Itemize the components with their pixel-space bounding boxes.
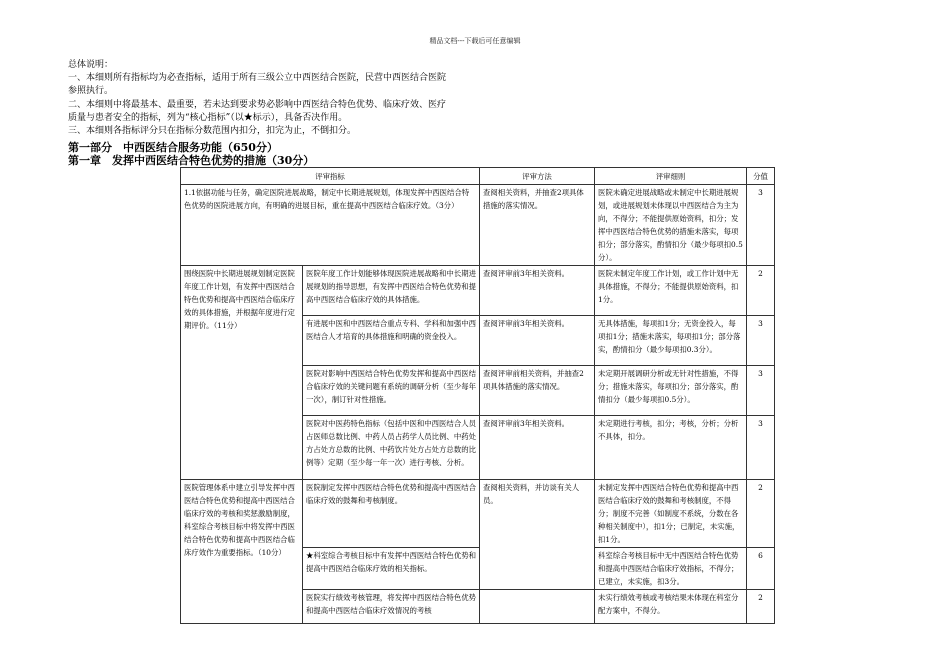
detail-cell: 未实行绩效考核或考核结果未体现在科室分配方案中，不得分。 <box>595 590 747 624</box>
method-cell: 查阅相关资料，并抽查2项具体措施的落实情况。 <box>480 185 595 266</box>
score-cell: 2 <box>747 590 775 624</box>
score-cell: 6 <box>747 548 775 590</box>
detail-cell: 无具体措施，每项扣1分；无资金投入，每项扣1分；措施未落实，每项扣1分；部分落实，酌情扣分（最少每项扣0.3分）。 <box>595 316 747 366</box>
score-cell: 2 <box>747 480 775 548</box>
header-detail: 评审细则 <box>595 168 747 185</box>
score-cell: 3 <box>747 416 775 480</box>
header-method: 评审方法 <box>480 168 595 185</box>
detail-cell: 科室综合考核目标中无中西医结合特色优势和提高中西医结合临床疗效指标，不得分；已建立，未实施，扣3分。 <box>595 548 747 590</box>
notes-line: 参照执行。 <box>68 86 114 97</box>
detail-cell: 未制定发挥中西医结合特色优势和提高中西医结合临床疗效的鼓舞和考核制度，不得分；制度不完善（如制度不系统，分数在各种相关制度中），扣1分；已制定，未实施，扣1分。 <box>595 480 747 548</box>
score-cell: 3 <box>747 366 775 416</box>
method-cell: 查阅评审前相关资料，并抽查2项具体措施的落实情况。 <box>480 366 595 416</box>
indicator-cell: 医院实行绩效考核管理，将发挥中西医结合特色优势和提高中西医结合临床疗效情况的考核 <box>303 590 480 624</box>
general-notes <box>68 59 488 138</box>
table-row <box>181 480 775 548</box>
indicator-cell: ★科室综合考核目标中有发挥中西医结合特色优势和提高中西医结合临床疗效的相关指标。 <box>303 548 480 590</box>
indicator-cell: 医院对影响中西医结合特色优势发挥和提高中西医结合临床疗效的关键问题有系统的调研分析（至少每年一次），制订针对性措施。 <box>303 366 480 416</box>
detail-cell: 医院未确定进展战略或未制定中长期进展规划，或进展规划未体现以中西医结合为主为向，不得分；不能提供原始资料，扣分；发挥中西医结合特色优势的措施未落实，每项扣分；部分落实，酌情扣分（最少每项扣0.5分）。 <box>595 185 747 266</box>
table-header-row <box>181 168 775 185</box>
notes-heading: 总体说明： <box>68 60 114 70</box>
score-cell: 3 <box>747 185 775 266</box>
detail-cell: 未定期开展调研分析或无针对性措施，不得分；措施未落实，每项扣分；部分落实，酌情扣分（最少每项扣0.5分）。 <box>595 366 747 416</box>
notes-line: 三、本细则各指标评分只在指标分数范围内扣分，扣完为止，不倒扣分。 <box>68 126 357 137</box>
indicator-cell: 医院年度工作计划能够体现医院进展战略和中长期进展规划的指导思想，有发挥中西医结合特色优势和提高中西医结合临床疗效的具体措施。 <box>303 266 480 316</box>
table-row <box>181 266 775 316</box>
detail-cell: 医院未制定年度工作计划，或工作计划中无具体措施，不得分；不能提供原始资料，扣1分。 <box>595 266 747 316</box>
indicator-cell: 医院制定发挥中西医结合特色优势和提高中西医结合临床疗效的鼓舞和考核制度。 <box>303 480 480 548</box>
indicator-cell: 有进展中医和中西医结合重点专科、学科和加强中西医结合人才培育的具体措施和明确的资金投入。 <box>303 316 480 366</box>
method-cell: 查阅评审前3年相关资料。 <box>480 316 595 366</box>
notes-line: 质量与患者安全的指标，列为“核心指标”（以★标示），具备否决作用。 <box>68 112 348 123</box>
notes-line: 二、本细则中将最基本、最重要，若未达到要求势必影响中西医结合特色优势、临床疗效、医疗 <box>68 99 447 110</box>
page-header-note: 精品文档---下载后可任意编辑 <box>429 37 521 45</box>
header-indicator: 评审指标 <box>181 168 480 185</box>
header-score: 分值 <box>747 168 775 185</box>
group-label-cell: 围绕医院中长期进展规划制定医院年度工作计划，有发挥中西医结合特色优势和提高中西医结合临床疗效的具体措施，并根据年度进行定期评价。（11分） <box>181 266 303 480</box>
method-cell: 查阅评审前3年相关资料。 <box>480 266 595 316</box>
table-row <box>181 185 775 266</box>
chapter-title: 第一章 发挥中西医结合特色优势的措施（30分） <box>68 154 315 167</box>
score-cell: 3 <box>747 316 775 366</box>
notes-line: 一、本细则所有指标均为必查指标，适用于所有三级公立中西医结合医院，民营中西医结合医院 <box>68 73 447 84</box>
evaluation-table <box>180 167 775 624</box>
group-label-cell: 医院管理体系中建立引导发挥中西医结合特色优势和提高中西医结合临床疗效的考核和奖惩激励制度，科室综合考核目标中将发挥中西医结合特色优势和提高中西医结合临床疗效作为重要指标。（10分） <box>181 480 303 624</box>
method-cell: 查阅相关资料，并访谈有关人员。 <box>480 480 595 590</box>
part-title: 第一部分 中西医结合服务功能（650分） <box>68 141 278 154</box>
indicator-cell: 1.1依据功能与任务，确定医院进展战略，制定中长期进展规划，体现发挥中西医结合特色优势的医院进展方向，有明确的进展目标，重在提高中西医结合临床疗效。（3分） <box>181 185 480 266</box>
method-cell: 查阅评审前3年相关资料。 <box>480 416 595 480</box>
indicator-cell: 医院对中医药特色指标（包括中医和中西医结合人员占医师总数比例、中药人员占药学人员比例、中药处方占处方总数的比例、中药饮片处方占处方总数的比例等）定期（至少每一年一次）进行考核、分析。 <box>303 416 480 480</box>
method-cell <box>480 590 595 624</box>
detail-cell: 未定期进行考核，扣分；考核，分析；分析不具体，扣分。 <box>595 416 747 480</box>
score-cell: 2 <box>747 266 775 316</box>
